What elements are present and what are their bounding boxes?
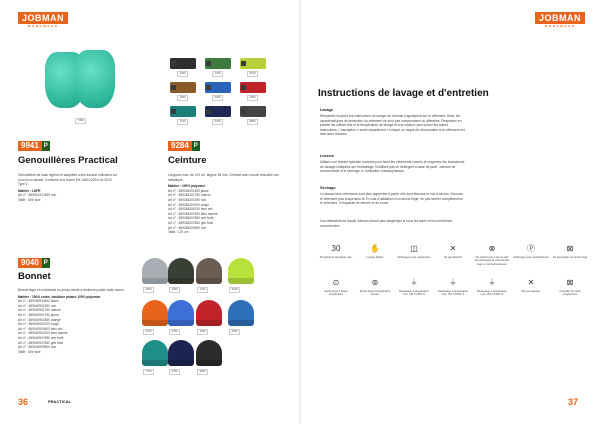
section-text-detergent: Utilisez une lessive spéciale couleurs pour laver les vêtements colorés et respectez les instructions de dosage indiquées sur l'emballage. N'utilisez pas de détergent à base de javel. Jobman ne recommande ni le séchage, ni l'utilisation d'assouplissant. [320,160,465,174]
section-text-drying: Le placard des vêtements sont plus appréciés à porter s'ils sont étendus et mis à sécher. Secouez le vêtement puis suspendez-le. En cas d'utilisation d'un sèche-linge, ne pas sécher complètement le vêtement. Il risquerait de rétrécir et de s'user. [320,192,464,206]
knee-pad-image-right [75,50,115,108]
product-description [18,288,128,354]
image-caption: 6700 [169,329,180,335]
bonnet-image [196,258,222,284]
hand-wash-icon: ✋ [370,244,380,253]
iron-high-icon: ⏚ [488,278,496,287]
image-caption: 1400 [177,71,188,77]
do-not-iron-print-icon: ⊠ [566,278,574,287]
page-number-right: 37 [568,397,579,407]
product-number: 9941 [18,141,42,151]
article-line: Art n° : 659040909900 noir [18,345,57,350]
belt-image [205,82,231,93]
image-caption: 7450 [75,118,86,124]
care-symbol-label: Ne pas repasser [521,290,541,293]
tumble-low-icon: ⊙ [332,278,340,287]
bonnet-image [196,340,222,366]
care-symbol-label: Ne séchez pas à sec à partir de nettoyage par voie humide avec un séchoir/nettoyeur [474,256,510,266]
brand-logo-left [18,12,68,28]
article-line: Art n° : 659040904700 rouge [18,322,59,327]
bonnet-image [168,300,194,326]
article-line: Art n° : 659284301750 marron [168,193,211,198]
page-number-left: 36 [18,397,29,407]
material-line: Matière : LDPE [18,188,41,193]
care-symbol-label: Consulter les tests programmes [559,290,581,297]
wash-30-icon: 30 [331,244,341,253]
article-list [168,189,288,230]
article-line: Art n° : 659284307850 gris froid [168,220,214,225]
page-title: Instructions de lavage et d'entretien [318,88,489,99]
article-line: Art n° : 659284307690 vert forêt [168,216,214,221]
care-symbol [474,278,510,297]
bonnet-image [168,258,194,284]
belt-image [170,82,196,93]
bonnet-image [142,340,168,366]
belt-image [240,58,266,69]
care-symbol-label: Repassage à température max. 150 °C/302 °F [438,290,468,297]
care-symbol-label: Ne pas blanchir [443,256,463,259]
image-caption: 1900 [177,95,188,101]
care-symbol [357,244,393,259]
image-caption: 3199 [229,287,240,293]
material-line: Matière : 100% coton, doublure polaire 100% polyester [18,294,101,299]
bonnet-image [142,300,168,326]
care-symbol-label: Repassage à température max. 110 °C/230 °F [399,290,429,297]
section-heading-drying: Séchage [320,186,336,190]
care-symbol [318,244,354,259]
image-caption: 6000 [212,95,223,101]
product-description [168,173,288,235]
brand-tagline: WORKWEAR [18,24,68,28]
belt-image [205,58,231,69]
size-line: Taille : 120 cm [168,230,189,235]
closing-note: Vos vêtements de travail Jobman durent plus longtemps si vous les lavez et les entretenez correctement. [320,219,453,228]
description-text: Longueur max. de 120 cm, largeur 38 mm. Ceinture avec boucle amovible non métallique. [168,173,279,182]
article-line: Art n° : 659284304700 rouge [168,202,209,207]
bonnet-image [228,258,254,284]
care-symbol-label: Température de lavage max. [319,256,353,259]
product-number: 9040 [18,258,42,268]
care-symbol [474,244,510,266]
section-heading-washing: Lavage [320,108,334,112]
belt-image [170,106,196,117]
section-heading-detergent: Lessive [320,154,334,158]
product-number: 9284 [168,141,192,151]
care-symbol [357,278,393,297]
category-badge: P [193,143,198,149]
article-line: Art n° : 659040901790 jaune [18,312,59,317]
belt-image [240,106,266,117]
no-tumble-icon: ⊠ [566,244,574,253]
care-symbol-label: Repassage à température max. 200 °C/392 °F [477,290,507,297]
product-title: Genouillères Practical [18,155,118,166]
image-caption: 3199 [247,71,258,77]
belt-image [170,58,196,69]
brand-tagline: WORKWEAR [535,24,585,28]
belt-image [205,106,231,117]
article-line: Art n° : 659284301900 noir [168,197,207,202]
image-caption: 1700 [212,71,223,77]
image-caption: 7700 [177,119,188,125]
article-line: Art n° : 659040901450 noir [18,303,57,308]
care-symbol-label: Sèche-linge à température élevée [359,290,391,297]
size-line: Taille : One size [18,349,41,354]
article-line: Art n° : 659040907690 vert forêt [18,335,64,340]
product-title: Bonnet [18,271,51,282]
image-caption: 8900 [247,119,258,125]
no-iron-icon: ✕ [527,278,535,287]
size-line: Taille : One size [18,197,41,202]
care-symbol [435,244,471,259]
image-caption: 4300 [197,329,208,335]
care-symbol [318,278,354,297]
care-symbol-label: Sèche-linge à basse température [324,290,348,297]
image-caption: 3700 [143,329,154,335]
brand-name: JOBMAN [22,13,65,23]
care-symbol [513,278,549,293]
care-symbol [513,244,549,259]
brand-logo-right [535,12,585,28]
image-caption: 2600 [143,287,154,293]
iron-low-icon: ⏚ [410,278,418,287]
bonnet-image [196,300,222,326]
care-symbol [435,278,471,297]
section-text-washing: Respectez toujours les instructions de lavage de Jobman s'appliquent sur le vêtement. Ainsi, les caractéristiques de protection du vêtement ne sont pas compromises ou affectées. Respectez en priorité les utilisés tels et la température de lavage et à la couleur, puis suivez les autres instructions. L'inscription « avant séparément » indique un risque de décoloration si le vêtement est lavé avec d'autres. [320,114,465,137]
image-caption: 6000 [229,329,240,335]
description-text: Genouillères de base légères et adaptées à des travaux ordinaires sur un sol non abrasif. Conforme à la norme EN 14404:2004+A1:2010 Type 2. [18,173,118,187]
material-line: Matière : 100% polyester [168,184,206,189]
article-line: Art n° : 659284309900 noir [168,225,207,230]
description-text: Bonnet léger et confortable en jersey tricoté à doublure polaire toute douce. [18,288,125,292]
product-tag [168,141,200,151]
image-caption: 7700 [143,369,154,375]
product-title: Ceinture [168,155,207,166]
care-symbol-label: Nettoyage à sec professionnel [513,256,549,259]
no-dry-clean-icon: ⊗ [488,244,496,253]
care-symbol [396,244,432,259]
wash-separately-icon: ◫ [410,244,418,253]
image-caption: 6700 [212,119,223,125]
article-line: Art n° : 659040904450 blanc [18,299,59,304]
professional-clean-icon: Ⓟ [527,244,535,253]
product-tag [18,258,50,268]
product-description [18,173,118,203]
article-line: Art n° : 659040901750 marron [18,308,61,313]
care-symbol [552,244,588,259]
bonnet-image [142,258,168,284]
category-badge: P [43,143,48,149]
bonnet-image [168,340,194,366]
image-caption: 1700 [197,287,208,293]
no-bleach-icon: ✕ [449,244,457,253]
article-line: Art n° : 659040904700 bleu marine [18,331,68,336]
image-caption: 1400 [169,287,180,293]
article-line: Art n° : 659284307490 bleu marine [168,211,218,216]
image-caption: 4300 [247,95,258,101]
brand-name: JOBMAN [539,13,582,23]
care-symbol [552,278,588,297]
image-caption: 9900 [197,369,208,375]
article-list [18,299,128,350]
article-line: Art n° : 659040907850 gris froid [18,340,64,345]
article-line: Art n° : 659941917450 noir [18,193,57,198]
product-tag [18,141,50,151]
page-fold [299,0,301,424]
care-symbol [396,278,432,297]
category-badge: P [43,260,48,266]
article-line: Art n° : 659284301450 jaune [168,188,209,193]
care-symbol-label: Nettoyage à sec uniquement [397,256,431,259]
bonnet-image [228,300,254,326]
article-line: Art n° : 659284306700 bleu ciel [168,207,213,212]
tumble-normal-icon: ⊚ [371,278,379,287]
belt-image [240,82,266,93]
care-symbol-label: Lavage délicat [366,256,384,259]
iron-medium-icon: ⏚ [449,278,457,287]
article-line: Art n° : 659040902450 orange [18,317,61,322]
care-symbol-label: Ne pas passer au sèche-linge [552,256,588,259]
footer-label: PRACTICAL [48,399,72,404]
image-caption: 6700 [169,369,180,375]
article-line: Art n° : 659040904400 bleu ciel [18,326,63,331]
